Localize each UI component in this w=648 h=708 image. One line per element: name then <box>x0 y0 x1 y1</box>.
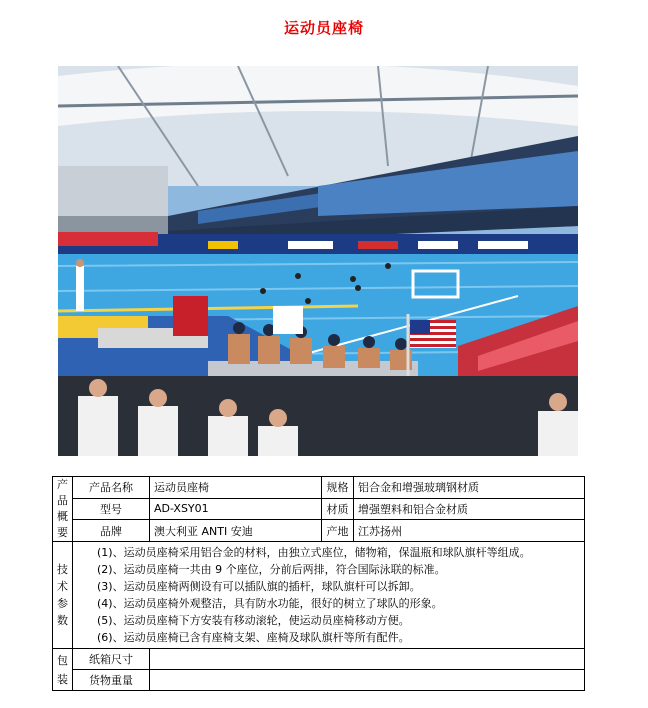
tech-line: (1)、运动员座椅采用铝合金的材料，由独立式座位，储物箱，保温瓶和球队旗杆等组成。 <box>97 546 531 559</box>
product-photo <box>58 66 578 456</box>
overview-row <box>53 520 585 542</box>
overview-row <box>53 477 585 499</box>
value-cargo-weight <box>150 670 585 691</box>
value-carton-size <box>150 649 585 670</box>
label-brand: 品牌 <box>73 520 150 542</box>
spec-table <box>52 476 585 691</box>
label-origin: 产地 <box>322 520 354 542</box>
tech-params <box>73 542 585 649</box>
label-model: 型号 <box>73 498 150 520</box>
value-origin: 江苏扬州 <box>354 520 585 542</box>
label-carton-size: 纸箱尺寸 <box>73 649 150 670</box>
tech-line: (2)、运动员座椅一共由 9 个座位，分前后两排，符合国际泳联的标准。 <box>97 563 446 576</box>
value-product-name: 运动员座椅 <box>150 477 322 499</box>
label-material: 材质 <box>322 498 354 520</box>
packing-row <box>53 670 585 691</box>
value-spec: 铝合金和增强玻璃钢材质 <box>354 477 585 499</box>
label-spec: 规格 <box>322 477 354 499</box>
tech-header: 技 术 参 数 <box>53 542 73 649</box>
water-polo-pool-photo <box>58 66 578 456</box>
packing-header: 包 装 <box>53 649 73 691</box>
value-brand: 澳大利亚 ANTI 安迪 <box>150 520 322 542</box>
packing-row <box>53 649 585 670</box>
label-product-name: 产品名称 <box>73 477 150 499</box>
value-model: AD-XSY01 <box>150 498 322 520</box>
label-cargo-weight: 货物重量 <box>73 670 150 691</box>
tech-line: (6)、运动员座椅已含有座椅支架、座椅及球队旗杆等所有配件。 <box>97 631 410 644</box>
value-material: 增强塑料和铝合金材质 <box>354 498 585 520</box>
tech-line: (5)、运动员座椅下方安装有移动滚轮，使运动员座椅移动方便。 <box>97 614 410 627</box>
tech-line: (4)、运动员座椅外观整洁，具有防水功能，很好的树立了球队的形象。 <box>97 597 443 610</box>
tech-row <box>53 542 585 649</box>
tech-line: (3)、运动员座椅两侧设有可以插队旗的插杆，球队旗杆可以拆卸。 <box>97 580 421 593</box>
page-title: 运动员座椅 <box>283 19 364 37</box>
overview-header: 产 品 概 要 <box>53 477 73 542</box>
overview-row <box>53 498 585 520</box>
